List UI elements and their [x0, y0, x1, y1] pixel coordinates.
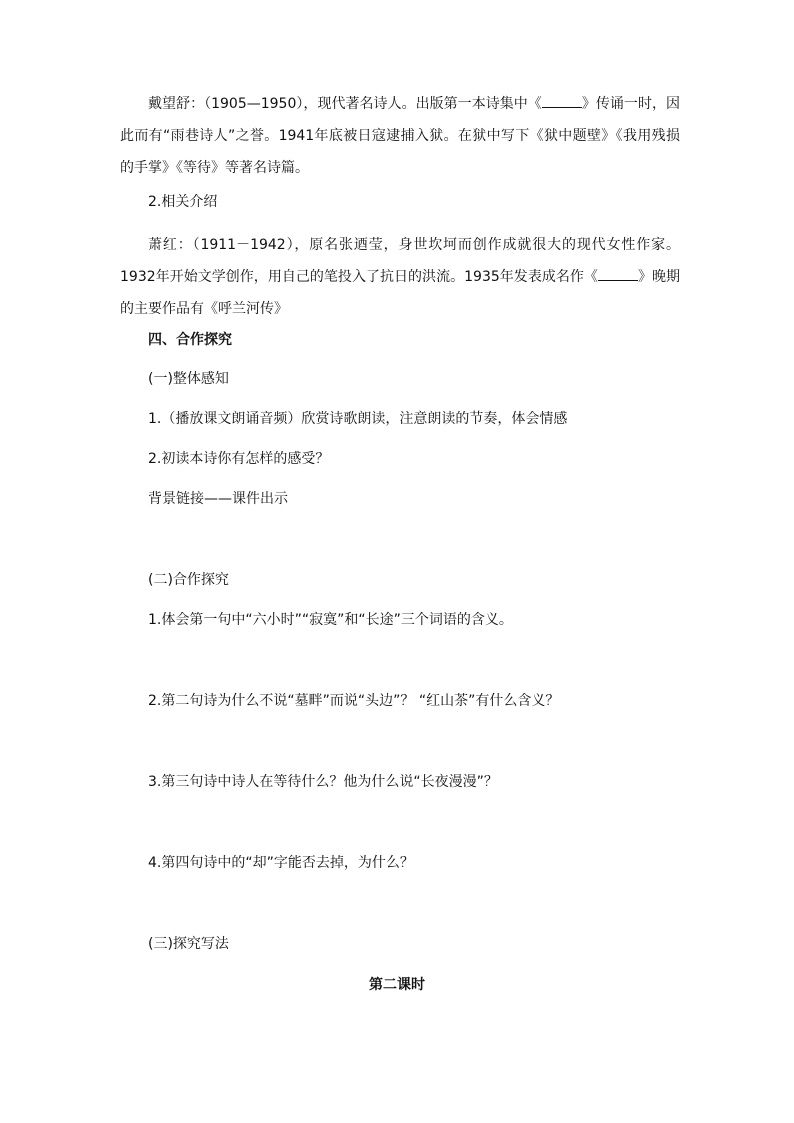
subsection-2-item-1: 1.体会第一句中“六小时”“寂寞”和“长途”三个词语的含义。	[148, 612, 513, 628]
intro-xiaohong-text-2: 》晚期的主要作品有《呼兰河传》	[120, 269, 681, 317]
intro-xiaohong-paragraph	[120, 229, 680, 325]
intro-daiwangshu-text-1: 戴望舒：（1905—1950），现代著名诗人。出版第一本诗集中《	[148, 96, 542, 112]
section-4-title: 四、合作探究	[148, 332, 232, 348]
subsection-1-item-1: 1.（播放课文朗诵音频）欣赏诗歌朗读，注意朗读的节奏，体会情感	[148, 411, 568, 427]
fill-blank-poem-collection	[542, 93, 582, 108]
intro-daiwangshu-paragraph	[120, 88, 680, 184]
subsection-1-title: (一)整体感知	[148, 371, 229, 387]
subsection-2-title: (二)合作探究	[148, 572, 229, 588]
subsection-1-item-3: 背景链接——课件出示	[148, 491, 288, 507]
subsection-3-title: (三)探究写法	[148, 936, 229, 952]
subsection-1-item-2: 2.初读本诗你有怎样的感受？	[148, 451, 330, 467]
subsection-2-item-3: 3.第三句诗中诗人在等待什么？他为什么说“长夜漫漫”？	[148, 774, 498, 790]
subsection-2-item-2: 2.第二句诗为什么不说“墓畔”而说“头边”？ “红山茶”有什么含义？	[148, 693, 560, 709]
related-intro-heading: 2.相关介绍	[148, 194, 218, 210]
lesson-2-title: 第二课时	[369, 977, 425, 993]
fill-blank-famous-work	[598, 266, 638, 281]
intro-daiwangshu-text-2: 》传诵一时，因此而有“雨巷诗人”之誉。1941年底被日寇逮捕入狱。在狱中写下《狱中题壁》《我用残损的手掌》《等待》等著名诗篇。	[120, 96, 680, 176]
subsection-2-item-4: 4.第四句诗中的“却”字能否去掉，为什么？	[148, 855, 414, 871]
intro-xiaohong-text-1: 萧红：（1911－1942），原名张迺莹，身世坎坷而创作成就很大的现代女性作家。1932年开始文学创作，用自己的笔投入了抗日的洪流。1935年发表成名作《	[120, 237, 680, 285]
